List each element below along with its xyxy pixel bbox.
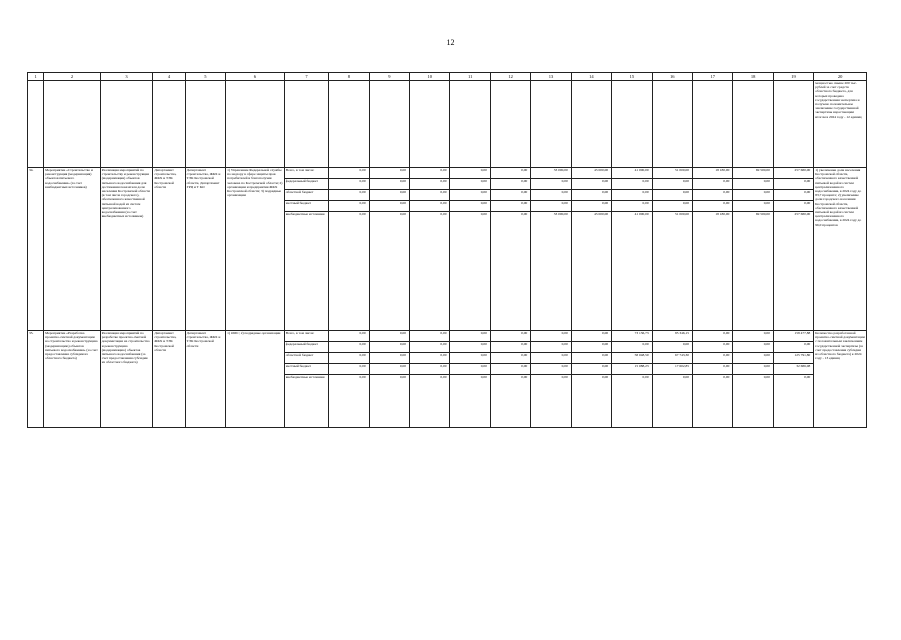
header-col-8: 8 xyxy=(329,73,369,81)
funding-value: 0,00 xyxy=(692,342,732,353)
funding-value: 257 680,00 xyxy=(773,212,813,331)
funding-value: 0,00 xyxy=(733,190,773,201)
funding-value: 32 686,08 xyxy=(773,364,813,375)
row-number: 35. xyxy=(28,331,44,428)
funding-value: 0,00 xyxy=(571,201,611,212)
funding-value: 0,00 xyxy=(733,342,773,353)
funding-value: 0,00 xyxy=(692,331,732,342)
funding-value: 0,00 xyxy=(450,375,490,428)
funding-value: 0,00 xyxy=(490,375,530,428)
funding-value: 58 048,50 xyxy=(612,353,652,364)
funding-value: 0,00 xyxy=(571,342,611,353)
header-col-19: 19 xyxy=(773,73,813,81)
header-col-10: 10 xyxy=(410,73,450,81)
funding-value: 0,00 xyxy=(450,342,490,353)
funding-value: 0,00 xyxy=(410,212,450,331)
continuation-row xyxy=(28,81,867,168)
funding-value: 0,00 xyxy=(733,375,773,428)
funding-value: 0,00 xyxy=(410,179,450,190)
table-row xyxy=(28,168,867,179)
funding-value: 69 500,00 xyxy=(733,212,773,331)
funding-source-label: областной бюджет xyxy=(284,190,328,201)
funding-value: 0,00 xyxy=(369,168,409,179)
funding-value: 0,00 xyxy=(329,364,369,375)
funding-value: 0,00 xyxy=(612,375,652,428)
funding-value: 69 500,00 xyxy=(733,168,773,179)
funding-value: 0,00 xyxy=(531,201,571,212)
funding-value: 0,00 xyxy=(329,375,369,428)
funding-value: 0,00 xyxy=(410,168,450,179)
funding-value: 0,00 xyxy=(692,353,732,364)
funding-value: 0,00 xyxy=(369,364,409,375)
funding-source-label: федеральный бюджет xyxy=(284,179,328,190)
funding-value: 0,00 xyxy=(490,353,530,364)
funding-source-label: федеральный бюджет xyxy=(284,342,328,353)
funding-value: 0,00 xyxy=(329,190,369,201)
funding-value: 0,00 xyxy=(450,168,490,179)
header-col-15: 15 xyxy=(612,73,652,81)
funding-value: 0,00 xyxy=(450,331,490,342)
funding-value: 0,00 xyxy=(692,364,732,375)
funding-value: 0,00 xyxy=(329,342,369,353)
header-col-9: 9 xyxy=(369,73,409,81)
funding-value: 0,00 xyxy=(410,353,450,364)
funding-source-label: местный бюджет xyxy=(284,364,328,375)
funding-source-label: областной бюджет xyxy=(284,353,328,364)
funding-value: 0,00 xyxy=(612,342,652,353)
funding-value: 0,00 xyxy=(410,190,450,201)
header-col-14: 14 xyxy=(571,73,611,81)
funding-value: 0,00 xyxy=(450,179,490,190)
funding-value: 0,00 xyxy=(410,364,450,375)
funding-value: 0,00 xyxy=(369,353,409,364)
header-col-1: 1 xyxy=(28,73,44,81)
funding-value: 0,00 xyxy=(329,331,369,342)
header-col-11: 11 xyxy=(450,73,490,81)
funding-value: 0,00 xyxy=(612,179,652,190)
funding-value: 0,00 xyxy=(692,190,732,201)
funding-value: 51 000,00 xyxy=(652,168,692,179)
funding-value: 73 136,73 xyxy=(612,331,652,342)
funding-value: 41 000,00 xyxy=(612,212,652,331)
measure-content: Реализация мероприятий по строительству и реконструкции (модернизации) объектов питьевого водоснабжения для достижения показателя доли населения Костромской области (в том числе городского), обеспеченного качественной питьевой водой из систем централизованного водоснабжения (за счет внебюджетных источников) xyxy=(100,168,153,331)
header-col-20: 20 xyxy=(814,73,867,81)
funding-value: 0,00 xyxy=(410,375,450,428)
funding-value: 0,00 xyxy=(692,201,732,212)
funding-value: 0,00 xyxy=(531,375,571,428)
funding-value: 0,00 xyxy=(329,179,369,190)
funding-value: 0,00 xyxy=(531,353,571,364)
funding-value: 0,00 xyxy=(369,342,409,353)
funding-value: 51 000,00 xyxy=(652,212,692,331)
funding-value: 85 346,15 xyxy=(652,331,692,342)
funding-value: 0,00 xyxy=(612,201,652,212)
funding-value: 0,00 xyxy=(531,342,571,353)
funding-source-label: местный бюджет xyxy=(284,201,328,212)
funding-value: 0,00 xyxy=(733,179,773,190)
funding-value: 0,00 xyxy=(571,331,611,342)
header-col-13: 13 xyxy=(531,73,571,81)
funding-value: 0,00 xyxy=(369,201,409,212)
funding-value: 15 088,23 xyxy=(612,364,652,375)
header-col-17: 17 xyxy=(692,73,732,81)
funding-value: 41 000,00 xyxy=(612,168,652,179)
funding-value: 0,00 xyxy=(692,375,732,428)
funding-value: 0,00 xyxy=(733,364,773,375)
funding-value: 0,00 xyxy=(450,212,490,331)
funding-value: 0,00 xyxy=(612,190,652,201)
funding-value: 0,00 xyxy=(571,353,611,364)
funding-value: 0,00 xyxy=(733,331,773,342)
funding-value: 0,00 xyxy=(369,190,409,201)
funding-value: 0,00 xyxy=(490,342,530,353)
funding-value: 0,00 xyxy=(571,375,611,428)
participants: 1) Управление Федеральной службы по надзору в сфере защиты прав потребителей и благополучия человека по Костромской области; 2) организации и предприятия ЖКХ Костромской области; 3) подрядные организации xyxy=(226,168,285,331)
expected-result: 1) увеличение доли населения Костромской области, обеспеченного качественной питьевой водой из систем централизованного водоснабжения, в 2024 году до 83,7 процента; 2) увеличение доли городского населения Костромской области, обеспеченного качественной питьевой водой из систем централизованного водоснабжения, в 2024 году до 96,0 процентов xyxy=(814,168,867,331)
funding-value: 0,00 xyxy=(652,179,692,190)
funding-value: 257 680,00 xyxy=(773,168,813,179)
funding-value: 0,00 xyxy=(410,201,450,212)
funding-value: 0,00 xyxy=(450,201,490,212)
participants: 1) ОМС; 2) подрядные организации xyxy=(226,331,285,428)
funding-value: 0,00 xyxy=(692,179,732,190)
funding-value: 0,00 xyxy=(490,364,530,375)
funding-source-label: Всего, в том числе: xyxy=(284,168,328,179)
funding-value: 0,00 xyxy=(571,190,611,201)
funding-value: 0,00 xyxy=(652,375,692,428)
header-col-3: 3 xyxy=(100,73,153,81)
funding-value: 0,00 xyxy=(410,342,450,353)
co-executor: Департамент строительства, ЖКХ и ТЭК Костромской области, Департамент ГРЦ и Т КО xyxy=(185,168,225,331)
header-col-7: 7 xyxy=(284,73,328,81)
funding-value: 0,00 xyxy=(490,201,530,212)
measure-content: Реализация мероприятий по разработке проектно-сметной документации на строительство и реконструкцию (модернизацию) объектов питьевого водоснабжения (за счет предоставления субсидии из областного бюджета) xyxy=(100,331,153,428)
funding-value: 0,00 xyxy=(329,212,369,331)
funding-value: 0,00 xyxy=(531,190,571,201)
funding-value: 125 791,80 xyxy=(773,353,813,364)
funding-value: 0,00 xyxy=(652,190,692,201)
page-number: 12 xyxy=(446,38,455,47)
funding-value: 0,00 xyxy=(369,179,409,190)
funding-value: 33 000,00 xyxy=(531,212,571,331)
funding-value: 18 180,00 xyxy=(692,168,732,179)
funding-value: 33 000,00 xyxy=(531,168,571,179)
header-col-5: 5 xyxy=(185,73,225,81)
funding-value: 0,00 xyxy=(410,331,450,342)
measure-name: Мероприятие «Строительство и реконструкция (модернизация) объектов питьевого водоснабжения» (за счет внебюджетных источников) xyxy=(44,168,101,331)
funding-value: 158 477,88 xyxy=(773,331,813,342)
responsible-executor: Департамент строительства, ЖКХ и ТЭК Костромской области xyxy=(153,168,185,331)
funding-value: 45 000,00 xyxy=(571,168,611,179)
funding-value: 0,00 xyxy=(773,179,813,190)
funding-source-label: внебюджетные источники xyxy=(284,212,328,331)
funding-value: 0,00 xyxy=(773,190,813,201)
funding-value: 0,00 xyxy=(733,201,773,212)
funding-value: 0,00 xyxy=(773,342,813,353)
funding-value: 0,00 xyxy=(329,201,369,212)
program-table xyxy=(27,72,867,428)
header-row xyxy=(28,73,867,81)
funding-value: 0,00 xyxy=(369,331,409,342)
funding-value: 0,00 xyxy=(490,190,530,201)
table-row xyxy=(28,331,867,342)
funding-value: 0,00 xyxy=(369,212,409,331)
funding-value: 0,00 xyxy=(733,353,773,364)
header-col-2: 2 xyxy=(44,73,101,81)
funding-value: 0,00 xyxy=(490,168,530,179)
header-col-12: 12 xyxy=(490,73,530,81)
funding-value: 0,00 xyxy=(531,364,571,375)
funding-value: 0,00 xyxy=(571,179,611,190)
measure-name: Мероприятие «Разработка проектно-сметной документации на строительство и реконструкцию (модернизацию) объектов питьевого водоснабжения» (за счет предоставления субсидии из областного бюджета) xyxy=(44,331,101,428)
responsible-executor: Департамент строительства, ЖКХ и ТЭК Костромской области xyxy=(153,331,185,428)
funding-value: 0,00 xyxy=(490,331,530,342)
funding-source-label: внебюджетные источники xyxy=(284,375,328,428)
funding-value: 0,00 xyxy=(773,375,813,428)
funding-value: 0,00 xyxy=(531,331,571,342)
continuation-result: мощностью свыше 200 тыс. рублей за счет средств областного бюджета, для которых проведена государственная экспертиза и получено положительное заключение государственной экспертизы нарастающим итогом в 2024 году - 12 единиц xyxy=(814,81,867,168)
funding-value: 0,00 xyxy=(652,342,692,353)
funding-value: 0,00 xyxy=(652,201,692,212)
funding-value: 17 602,85 xyxy=(652,364,692,375)
header-col-6: 6 xyxy=(226,73,285,81)
funding-source-label: Всего, в том числе: xyxy=(284,331,328,342)
header-col-18: 18 xyxy=(733,73,773,81)
funding-value: 0,00 xyxy=(490,212,530,331)
funding-value: 0,00 xyxy=(531,179,571,190)
funding-value: 45 000,00 xyxy=(571,212,611,331)
funding-value: 67 743,30 xyxy=(652,353,692,364)
funding-value: 0,00 xyxy=(450,364,490,375)
expected-result: Количество разработанной проектно-сметной документации с положительным заключением государственной экспертизы (за счет предоставления субсидии из областного бюджета) к 2024 году - 13 единиц xyxy=(814,331,867,428)
funding-value: 0,00 xyxy=(571,364,611,375)
funding-value: 18 180,00 xyxy=(692,212,732,331)
funding-value: 0,00 xyxy=(450,353,490,364)
funding-value: 0,00 xyxy=(450,190,490,201)
co-executor: Департамент строительства, ЖКХ и ТЭК Костромской области xyxy=(185,331,225,428)
funding-value: 0,00 xyxy=(490,179,530,190)
funding-value: 0,00 xyxy=(329,353,369,364)
header-col-16: 16 xyxy=(652,73,692,81)
funding-value: 0,00 xyxy=(773,201,813,212)
row-number: 34. xyxy=(28,168,44,331)
funding-value: 0,00 xyxy=(329,168,369,179)
header-col-4: 4 xyxy=(153,73,185,81)
funding-value: 0,00 xyxy=(369,375,409,428)
